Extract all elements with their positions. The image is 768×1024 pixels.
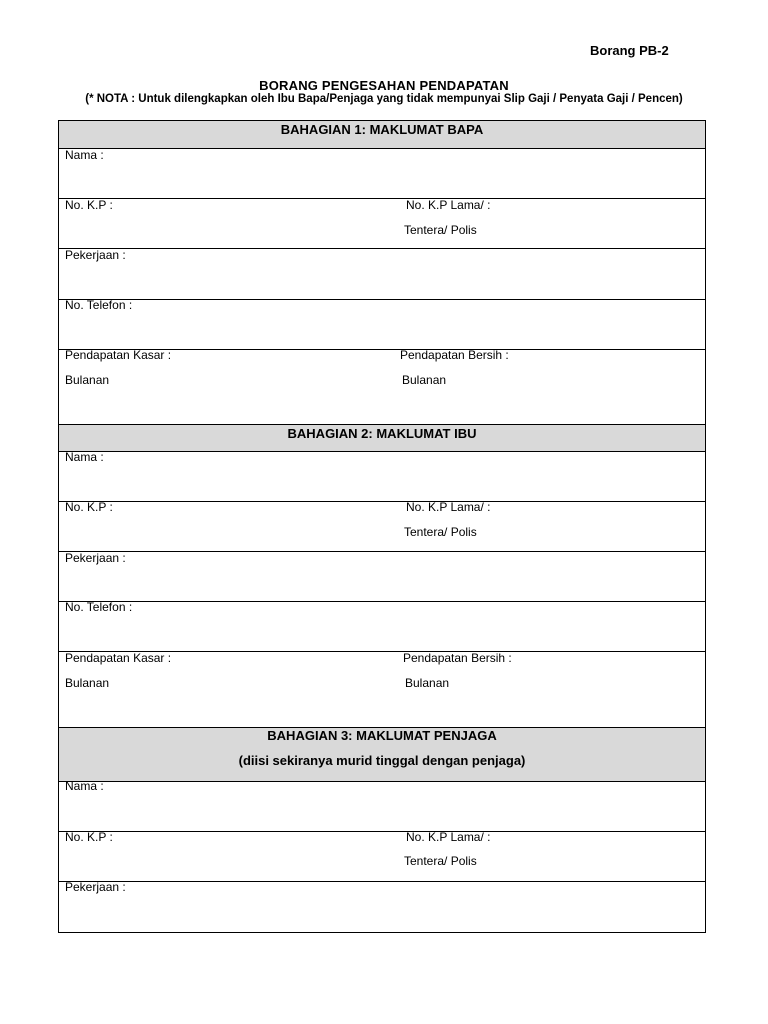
section-1-header: [59, 121, 705, 149]
mother-army-police-label: Tentera/ Polis: [404, 525, 477, 539]
mother-gross-income-label: Pendapatan Kasar :: [65, 651, 172, 665]
form-title: BORANG PENGESAHAN PENDAPATAN: [259, 78, 509, 93]
guardian-job-row[interactable]: [59, 882, 705, 932]
father-job-row[interactable]: [59, 249, 705, 300]
mother-phone-row[interactable]: [59, 602, 705, 652]
mother-ic-row[interactable]: [59, 502, 705, 552]
guardian-name-row[interactable]: [59, 782, 705, 832]
mother-old-ic-label: No. K.P Lama/ :: [406, 500, 491, 514]
guardian-army-police-label: Tentera/ Polis: [404, 854, 477, 868]
father-name-row[interactable]: [59, 149, 705, 199]
income-verification-form: [58, 120, 706, 933]
section-3-header: [59, 728, 705, 782]
mother-ic-label: No. K.P :: [65, 500, 113, 514]
father-gross-income-label: Pendapatan Kasar :: [65, 348, 172, 362]
section-1-title: BAHAGIAN 1: MAKLUMAT BAPA: [280, 122, 484, 137]
father-net-income-label: Pendapatan Bersih :: [400, 348, 509, 362]
father-army-police-label: Tentera/ Polis: [404, 223, 477, 237]
father-old-ic-label: No. K.P Lama/ :: [406, 198, 491, 212]
guardian-name-label: Nama :: [65, 779, 104, 793]
father-ic-label: No. K.P :: [65, 198, 113, 212]
mother-phone-label: No. Telefon :: [65, 600, 133, 614]
mother-net-monthly-label: Bulanan: [405, 676, 450, 690]
father-phone-label: No. Telefon :: [65, 298, 133, 312]
mother-job-row[interactable]: [59, 552, 705, 602]
mother-net-income-label: Pendapatan Bersih :: [403, 651, 512, 665]
father-job-label: Pekerjaan :: [65, 248, 126, 262]
section-2-title: BAHAGIAN 2: MAKLUMAT IBU: [287, 426, 477, 441]
father-gross-monthly-label: Bulanan: [65, 373, 110, 387]
father-net-monthly-label: Bulanan: [402, 373, 447, 387]
section-2-header: [59, 425, 705, 452]
section-3-subtitle: (diisi sekiranya murid tinggal dengan penjaga): [238, 753, 526, 768]
mother-name-label: Nama :: [65, 450, 104, 464]
father-phone-row[interactable]: [59, 300, 705, 350]
mother-gross-monthly-label: Bulanan: [65, 676, 110, 690]
form-code: Borang PB-2: [590, 43, 669, 58]
guardian-old-ic-label: No. K.P Lama/ :: [406, 830, 491, 844]
form-note: (* NOTA : Untuk dilengkapkan oleh Ibu Bapa/Penjaga yang tidak mempunyai Slip Gaji / Penyata Gaji / Pencen): [85, 93, 683, 105]
mother-name-row[interactable]: [59, 452, 705, 502]
father-ic-row[interactable]: [59, 199, 705, 249]
guardian-ic-row[interactable]: [59, 832, 705, 882]
guardian-job-label: Pekerjaan :: [65, 880, 126, 894]
guardian-ic-label: No. K.P :: [65, 830, 113, 844]
mother-job-label: Pekerjaan :: [65, 551, 126, 565]
father-name-label: Nama :: [65, 148, 104, 162]
section-3-title: BAHAGIAN 3: MAKLUMAT PENJAGA: [267, 728, 497, 743]
